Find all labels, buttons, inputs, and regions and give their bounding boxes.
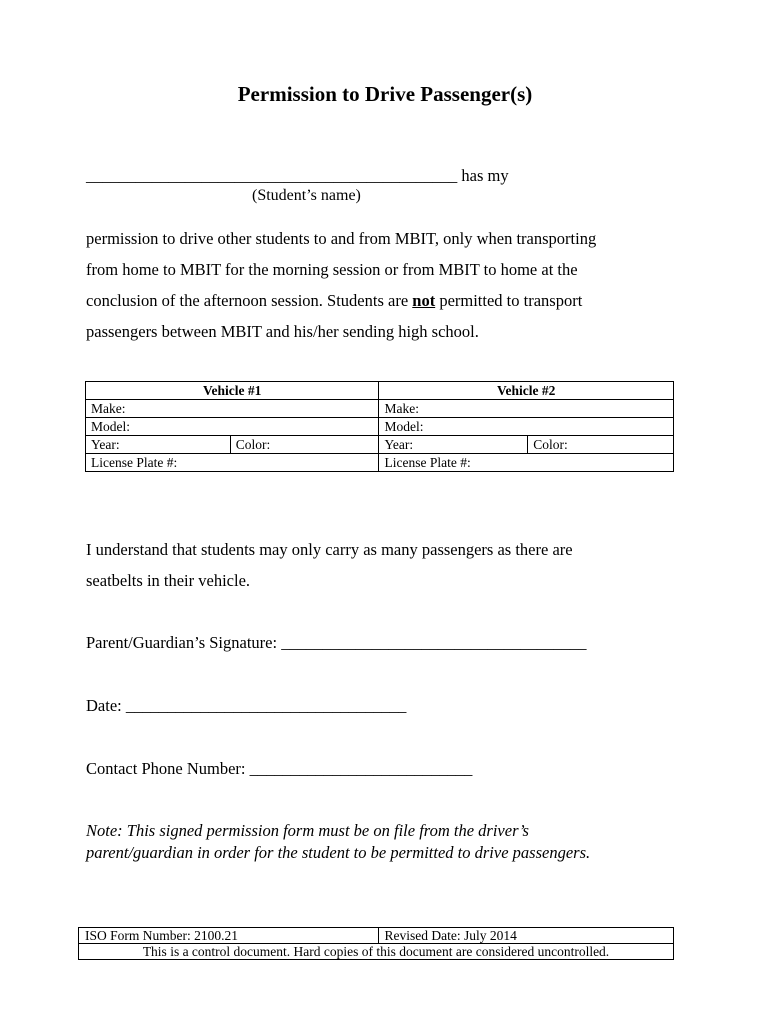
date-field[interactable]: Date: __________________________________: [86, 696, 407, 715]
permission-paragraph-line-4: passengers between MBIT and his/her sending high school.: [86, 322, 479, 341]
understand-line-2: seatbelts in their vehicle.: [86, 571, 251, 590]
student-name-line[interactable]: [86, 166, 509, 186]
permission-paragraph-line-3: [86, 291, 582, 311]
signature-field[interactable]: Parent/Guardian’s Signature: _____________________________________: [86, 633, 587, 652]
vehicle-1-plate-field[interactable]: License Plate #:: [86, 454, 379, 472]
vehicle-1-year-field[interactable]: Year:: [86, 436, 231, 454]
footer-table: [78, 927, 674, 960]
note-line-1: Note: This signed permission form must be on file from the driver’s: [86, 821, 529, 840]
vehicle-table: [85, 381, 674, 472]
student-line-suffix: has my: [461, 166, 509, 185]
understand-line-1: I understand that students may only carry as many passengers as there are: [86, 540, 573, 559]
vehicle-2-year-field[interactable]: Year:: [379, 436, 528, 454]
control-document-notice: This is a control document. Hard copies of this document are considered uncontrolled.: [79, 944, 674, 960]
student-name-caption: (Student’s name): [252, 187, 361, 204]
vehicle-2-header: Vehicle #2: [379, 382, 674, 400]
document-title: Permission to Drive Passenger(s): [237, 82, 533, 106]
note-line-2: parent/guardian in order for the student to be permitted to drive passengers.: [86, 843, 591, 862]
paragraph-text: permitted to transport: [439, 291, 583, 310]
phone-field[interactable]: Contact Phone Number: ___________________________: [86, 759, 473, 778]
vehicle-1-model-field[interactable]: Model:: [86, 418, 379, 436]
paragraph-text: conclusion of the afternoon session. Students are: [86, 291, 409, 310]
emphasis-not: not: [412, 291, 436, 310]
permission-paragraph-line-1: permission to drive other students to and from MBIT, only when transporting: [86, 229, 597, 248]
vehicle-2-model-field[interactable]: Model:: [379, 418, 674, 436]
student-name-blank[interactable]: _____________________________________________: [86, 166, 458, 185]
vehicle-2-plate-field[interactable]: License Plate #:: [379, 454, 674, 472]
iso-form-number: ISO Form Number: 2100.21: [79, 928, 379, 944]
vehicle-2-make-field[interactable]: Make:: [379, 400, 674, 418]
vehicle-2-color-field[interactable]: Color:: [528, 436, 674, 454]
vehicle-1-make-field[interactable]: Make:: [86, 400, 379, 418]
vehicle-1-color-field[interactable]: Color:: [230, 436, 379, 454]
permission-paragraph-line-2: from home to MBIT for the morning session or from MBIT to home at the: [86, 260, 578, 279]
vehicle-1-header: Vehicle #1: [86, 382, 379, 400]
revised-date: Revised Date: July 2014: [378, 928, 674, 944]
